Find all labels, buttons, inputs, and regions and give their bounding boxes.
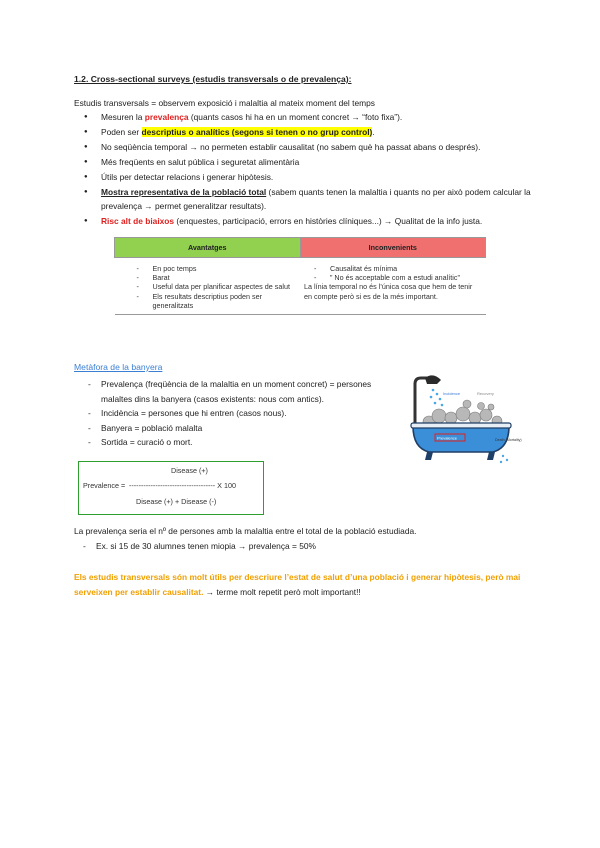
formula-numerator: Disease (+) [171,466,208,475]
list-item: - Incidència = persones que hi entren (casos nous). [88,406,398,421]
prevalence-formula [78,461,264,515]
advantages-header: Avantatges [115,238,301,258]
list-item: ● Poden ser descriptius o analítics (segons si tenen o no grup control). [84,125,544,140]
bath-metaphor-title: Metàfora de la banyera [74,362,163,372]
list-item: - Sortida = curació o mort. [88,435,398,450]
formula-denominator: Disease (+) + Disease (-) [136,497,217,506]
advantage-item: - Barat [119,273,297,282]
conclusion-highlight: Els estudis transversals són molt útils per descriure l’estat de salut d’una població i generar hipòtesis, però mai serveixen per establir causalitat. [74,572,521,597]
list-item: - Banyera = població malalta [88,421,398,436]
recovery-label: Recovery [477,391,494,396]
prevalence-definition: La prevalença seria el nº de persones amb la malaltia entre el total de la població estudiada. [74,526,417,536]
pros-cons-table [114,237,486,315]
formula-label: Prevalence = [83,481,126,490]
list-item: ● Més freqüents en salut pública i seguretat alimentària [84,155,544,170]
underlined-text: Mostra representativa de la població total [101,186,267,197]
death-label: Death (Mortality) [495,438,522,442]
disadvantage-item: - ” No és acceptable com a estudi analític” [304,273,482,282]
conclusion-paragraph: Els estudis transversals són molt útils per descriure l’estat de salut d’una població i generar hipòtesis, però mai serveixen per establir causalitat. → terme molt repetit però molt important!! [74,572,521,597]
section-title: 1.2. Cross-sectional surveys (estudis transversals o de prevalença): [74,74,352,84]
list-item: ● Mostra representativa de la població total (sabem quants tenen la malaltia i quants no per això podem calcular la prevalença → permet generalitzar resultats). [84,185,544,215]
formula-line: ------------------------------------ X 100 [129,481,236,490]
bath-metaphor-list [88,377,398,450]
example-item: - Ex. si 15 de 30 alumnes tenen miopia → prevalença = 50% [83,541,316,551]
list-item: - Prevalença (freqüència de la malaltia en un moment concret) = persones malaltes dins la banyera (casos existents: nous com antics). [88,377,398,406]
disadvantages-cell [300,258,486,315]
advantage-item: - Els resultats descriptius poden ser generalitzats [119,292,297,310]
bias-risk-term: Risc alt de biaixos [101,216,175,227]
bathtub-illustration [407,374,522,466]
intro-text: Estudis transversals = observem exposició i malaltia al mateix moment del temps [74,98,375,108]
water-drops [430,389,444,407]
list-item: ● Mesuren la prevalença (quants casos hi ha en un moment concret → “foto fixa”). [84,110,544,125]
list-item: ● No seqüència temporal → no permeten establir causalitat (no sabem què ha passat abans o després). [84,140,544,155]
list-item: ● Risc alt de biaixos (enquestes, participació, errors en històries clíniques...) → Qualitat de la info justa. [84,214,544,229]
advantage-item: - En poc temps [119,264,297,273]
disadvantages-header: Inconvenients [300,238,486,258]
prevalence-label: Prevalence [437,435,458,441]
list-item: ● Útils per detectar relacions i generar hipòtesis. [84,170,544,185]
characteristics-list [84,110,544,229]
disadvantage-note: La línia temporal no és l’única cosa que hem de tenir en compte però si es de la més important. [304,282,473,301]
advantages-cell [115,258,301,315]
prevalence-term: prevalença [144,112,189,122]
disadvantage-item: - Causalitat és mínima [304,264,482,273]
highlighted-text: descriptius o analítics (segons si tenen o no grup control) [141,126,373,137]
advantage-item: - Useful data per planificar aspectes de salut [119,282,297,291]
incidence-label: Incidence [443,391,461,396]
